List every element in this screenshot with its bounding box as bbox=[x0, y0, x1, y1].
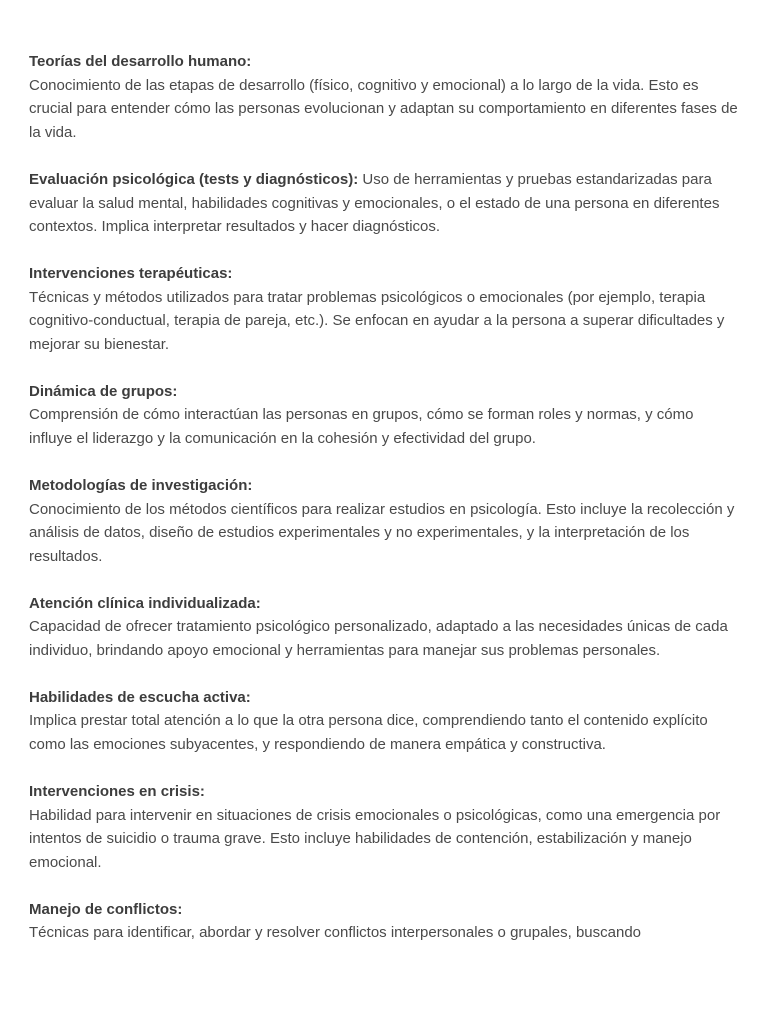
section-title: Manejo de conflictos: bbox=[29, 900, 183, 918]
section-body: Habilidad para intervenir en situaciones de crisis emocionales o psicológicas, como una emergencia por intentos de suicidio o trauma grave. Esto incluye habilidades de contención, estabilización y manejo emocional. bbox=[29, 806, 721, 871]
section-body: Comprensión de cómo interactúan las personas en grupos, cómo se forman roles y normas, y cómo influye el liderazgo y la comunicación en la cohesión y efectividad del grupo. bbox=[29, 406, 694, 448]
section-title: Intervenciones terapéuticas: bbox=[29, 264, 233, 282]
section-body: Técnicas para identificar, abordar y resolver conflictos interpersonales o grupales, buscando bbox=[29, 924, 641, 942]
section-body: Conocimiento de los métodos científicos para realizar estudios en psicología. Esto incluye la recolección y análisis de datos, diseño de estudios experimentales y no experimentales, y la interpretación de los resultados. bbox=[29, 500, 735, 565]
section-title: Metodologías de investigación: bbox=[29, 476, 253, 494]
section-title: Dinámica de grupos: bbox=[29, 382, 178, 400]
section-title: Intervenciones en crisis: bbox=[29, 782, 205, 800]
section-body: Capacidad de ofrecer tratamiento psicológico personalizado, adaptado a las necesidades únicas de cada individuo, brindando apoyo emocional y herramientas para manejar sus problemas personales. bbox=[29, 618, 728, 660]
section-desarrollo-humano bbox=[29, 50, 740, 145]
section-intervenciones-crisis bbox=[29, 780, 740, 875]
section-title: Atención clínica individualizada: bbox=[29, 594, 261, 612]
section-body: Implica prestar total atención a lo que la otra persona dice, comprendiendo tanto el contenido explícito como las emociones subyacentes, y respondiendo de manera empática y constructiva. bbox=[29, 712, 708, 754]
section-atencion-clinica bbox=[29, 592, 740, 663]
section-metodologias-investigacion bbox=[29, 474, 740, 569]
section-escucha-activa bbox=[29, 686, 740, 757]
section-title: Habilidades de escucha activa: bbox=[29, 688, 251, 706]
section-title: Evaluación psicológica (tests y diagnósticos): bbox=[29, 170, 359, 188]
section-dinamica-grupos bbox=[29, 380, 740, 451]
section-body: Técnicas y métodos utilizados para tratar problemas psicológicos o emocionales (por ejemplo, terapia cognitivo-conductual, terapia de pareja, etc.). Se enfocan en ayudar a la persona a superar dificultades y mejorar su bienestar. bbox=[29, 288, 725, 354]
section-evaluacion-psicologica bbox=[29, 168, 740, 239]
section-intervenciones-terapeuticas bbox=[29, 262, 740, 357]
section-title: Teorías del desarrollo humano: bbox=[29, 53, 252, 70]
section-manejo-conflictos bbox=[29, 898, 740, 945]
section-body: Conocimiento de las etapas de desarrollo (físico, cognitivo y emocional) a lo largo de la vida. Esto es crucial para entender cómo las personas evolucionan y adaptan su comportamiento en diferentes fases de la vida. bbox=[29, 76, 738, 142]
section-body: Uso de herramientas y pruebas estandarizadas para evaluar la salud mental, habilidades cognitivas y emocionales, o el estado de una persona en diferentes contextos. Implica interpretar resultados y hacer diagnósticos. bbox=[29, 170, 720, 236]
